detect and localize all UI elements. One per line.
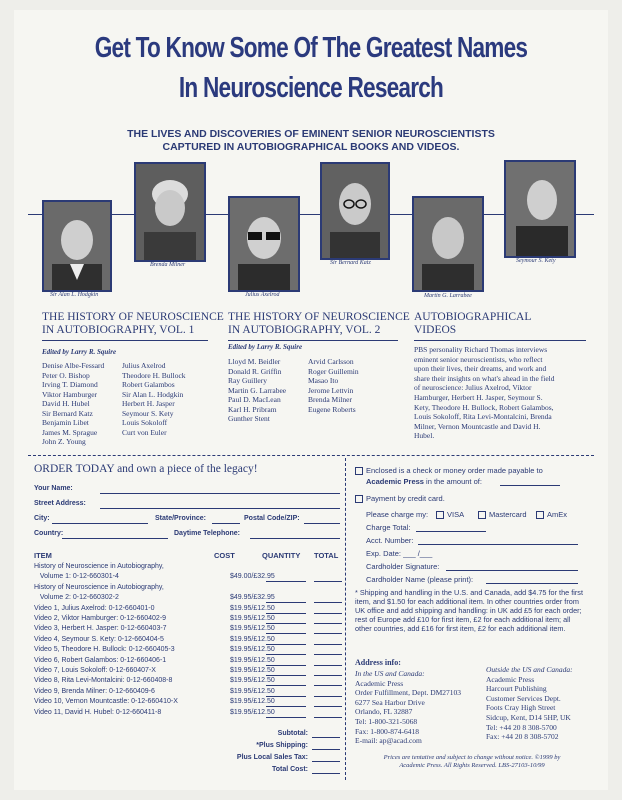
list-item: Order Fulfillment, Dept. DM27103 <box>355 688 462 698</box>
vol1-rule <box>42 340 208 341</box>
table-row <box>34 646 344 656</box>
amex-option[interactable]: AmEx <box>536 510 567 519</box>
list-item: Ray Guillery <box>228 376 267 385</box>
row-quantity-field[interactable] <box>266 675 306 676</box>
caption-milner: Brenda Milner <box>150 262 186 268</box>
list-item: David H. Hubel <box>42 399 90 408</box>
row-quantity-field[interactable] <box>266 706 306 707</box>
header-item: ITEM <box>34 551 52 560</box>
list-item: share their insights on what's ahead in the field <box>414 373 555 383</box>
row-price: $19.95/£12.50 <box>230 646 275 654</box>
row-price: $19.95/£12.50 <box>230 667 275 674</box>
list-item: Benjamin Libet <box>42 418 89 427</box>
row-total-field[interactable] <box>314 654 342 655</box>
list-item: Curt von Euler <box>122 427 167 437</box>
table-row <box>34 636 344 646</box>
list-item: Outside the US and Canada: <box>486 665 573 674</box>
list-item: Brenda Milner <box>308 395 352 404</box>
list-item: of neuroscience: Julius Axelrod, Viktor <box>414 383 532 393</box>
table-row <box>34 688 344 698</box>
address-heading: Address info: <box>355 658 401 667</box>
visa-checkbox[interactable] <box>436 511 444 519</box>
your-name-field[interactable] <box>100 493 340 494</box>
headline-line-2: In Neuroscience Research <box>178 72 444 104</box>
videos-rule <box>414 340 586 341</box>
charge-my-label: Please charge my: <box>366 510 429 519</box>
row-quantity-field[interactable] <box>266 717 306 718</box>
videos-description <box>414 345 589 441</box>
shipping-field[interactable] <box>312 749 340 750</box>
table-row <box>34 667 344 677</box>
row-quantity-field[interactable] <box>266 696 306 697</box>
list-item: Kety, Theodore H. Bullock, Robert Galambos, <box>414 402 554 412</box>
row-price: $19.95/£12.50 <box>230 656 275 664</box>
subtotal-field[interactable] <box>312 737 340 738</box>
row-price: $49.00/£32.95 <box>230 573 275 581</box>
list-item: Peter O. Bishop <box>42 370 90 380</box>
table-row <box>34 698 344 708</box>
check-amount-field[interactable] <box>500 485 560 486</box>
photo-axelrod <box>228 196 300 292</box>
row-price: $19.95/£12.50 <box>230 687 275 695</box>
row-total-field[interactable] <box>314 706 342 707</box>
row-quantity-field[interactable] <box>266 633 306 634</box>
state-field[interactable] <box>212 523 240 524</box>
subtotal-label: Subtotal: <box>277 730 308 737</box>
city-field[interactable] <box>52 523 148 524</box>
check-checkbox[interactable] <box>355 467 363 475</box>
portrait-kety <box>506 162 574 256</box>
footer-note: Prices are tentative and subject to change without notice. ©1999 by Academic Press. All Rights Reserved. LBS-27103-10/99 <box>383 754 561 769</box>
row-price: $19.95/£12.50 <box>230 625 275 633</box>
row-item: Video 5, Theodore H. Bullock: 0-12-660405-3 <box>34 646 175 654</box>
list-item: Irving T. Diamond <box>42 380 98 389</box>
portrait-larrabee <box>414 198 482 290</box>
city-label: City: <box>34 515 50 522</box>
list-item: Paul D. MacLean <box>228 395 281 404</box>
row-price: $19.95/£12.50 <box>230 635 275 643</box>
row-price: $19.95/£12.50 <box>230 698 275 706</box>
check-payee: Academic Press in the amount of: <box>366 477 482 486</box>
list-item: Arvid Carlsson <box>308 357 354 366</box>
list-item: Masao Ito <box>308 376 339 385</box>
vol2-authors-col1 <box>228 357 286 424</box>
order-heading: ORDER TODAY and own a piece of the legacy! <box>34 463 258 475</box>
subtitle-line-1: THE LIVES AND DISCOVERIES OF EMINENT SENIOR NEUROSCIENTISTS <box>127 128 495 140</box>
cut-line <box>28 455 594 456</box>
vol2-rule <box>228 340 398 341</box>
caption-hodgkin: Sir Alan L. Hodgkin <box>50 292 99 298</box>
mastercard-checkbox[interactable] <box>478 511 486 519</box>
row-quantity-field[interactable] <box>266 623 306 624</box>
mastercard-option[interactable]: Mastercard <box>478 510 527 519</box>
row-total-field[interactable] <box>314 685 342 686</box>
row-item: Video 3, Herbert H. Jasper: 0-12-660403-7 <box>34 625 167 633</box>
subtitle-line-2: CAPTURED IN AUTOBIOGRAPHICAL BOOKS AND VIDEOS. <box>162 141 460 153</box>
list-item: Viktor Hamburger <box>42 389 98 399</box>
list-item: Louis Sokoloff <box>122 418 168 427</box>
row-price: $49.95/£32.95 <box>230 594 275 602</box>
table-row <box>34 573 344 583</box>
list-item: Roger Guillemin <box>308 366 359 376</box>
photo-larrabee <box>412 196 484 292</box>
row-item: Video 4, Seymour S. Kety: 0-12-660404-5 <box>34 635 164 643</box>
row-quantity-field[interactable] <box>266 665 306 666</box>
vol1-editor: Edited by Larry R. Squire <box>42 348 117 356</box>
vol2-editor: Edited by Larry R. Squire <box>228 343 303 351</box>
row-total-field[interactable] <box>314 623 342 624</box>
photo-katz <box>320 162 390 260</box>
table-row <box>34 709 344 719</box>
caption-kety: Seymour S. Kety <box>516 258 556 264</box>
address-us <box>355 669 461 746</box>
photo-kety <box>504 160 576 258</box>
list-item: Eugene Roberts <box>308 404 356 414</box>
list-item: upon their lives, their dreams, and work and <box>414 364 547 374</box>
table-row <box>34 594 344 604</box>
column-divider <box>345 458 346 780</box>
table-row <box>34 615 344 625</box>
list-item: Orlando, FL 32887 <box>355 707 413 717</box>
postal-field[interactable] <box>304 523 340 524</box>
list-item: Academic Press <box>486 674 535 684</box>
list-item: Hamburger, Herbert H. Jasper, Seymour S. <box>414 392 543 402</box>
row-price: $19.95/£12.50 <box>230 708 275 716</box>
row-quantity-field[interactable] <box>266 613 306 614</box>
list-item: eminent senior neuroscientists, who reflect <box>414 354 543 364</box>
row-item: Video 8, Rita Levi-Montalcini: 0-12-660408-8 <box>34 677 173 685</box>
charge-total-field[interactable] <box>416 531 486 532</box>
row-item: History of Neuroscience in Autobiography, <box>34 563 164 570</box>
list-item: Theodore H. Bullock <box>122 370 186 380</box>
list-item: Louis Sokoloff, Rita Levi-Montalcini, Brenda <box>414 412 552 422</box>
vol2-authors-col2 <box>308 357 359 414</box>
list-item: Sidcup, Kent, D14 5HP, UK <box>486 712 571 722</box>
list-item: Herbert H. Jasper <box>122 399 175 408</box>
postal-label: Postal Code/ZIP: <box>244 515 300 522</box>
country-field[interactable] <box>62 538 168 539</box>
table-row <box>34 605 344 615</box>
address-uk <box>486 665 573 742</box>
table-row <box>34 677 344 687</box>
phone-field[interactable] <box>250 538 340 539</box>
state-label: State/Province: <box>155 515 206 522</box>
shipping-label: *Plus Shipping: <box>256 742 308 749</box>
list-item: John Z. Young <box>42 437 86 446</box>
header-cost: COST <box>214 551 235 560</box>
row-quantity-field[interactable] <box>266 644 306 645</box>
caption-katz: Sir Bernard Katz <box>330 260 371 266</box>
amex-checkbox[interactable] <box>536 511 544 519</box>
row-item: Video 11, David H. Hubel: 0-12-660411-8 <box>34 708 162 716</box>
list-item: Denise Albe-Fessard <box>42 361 105 370</box>
row-quantity-field[interactable] <box>266 685 306 686</box>
list-item: Martin G. Larrabee <box>228 385 287 395</box>
row-item: Volume 2: 0-12-660302-2 <box>34 594 119 602</box>
row-price: $19.95/£12.50 <box>230 604 275 612</box>
check-option[interactable]: Enclosed is a check or money order made payable to <box>355 466 543 475</box>
row-item: Video 7, Louis Sokoloff: 0-12-660407-X <box>34 667 156 674</box>
phone-label: Daytime Telephone: <box>174 530 240 537</box>
row-price: $19.95/£12.50 <box>230 615 275 622</box>
visa-option[interactable]: VISA <box>436 510 464 519</box>
row-total-field[interactable] <box>314 602 342 603</box>
header-quantity: QUANTITY <box>262 551 301 560</box>
list-item: Sir Bernard Katz <box>42 408 93 418</box>
list-item: Karl H. Pribram <box>228 404 277 414</box>
vol1-authors-col1 <box>42 361 104 447</box>
vol1-authors-col2 <box>122 361 186 437</box>
list-item: Tel: 1-800-321-5068 <box>355 716 418 726</box>
vol2-title: THE HISTORY OF NEUROSCIENCE IN AUTOBIOGRAPHY, VOL. 2 <box>228 311 410 336</box>
row-total-field[interactable] <box>314 696 342 697</box>
caption-axelrod: Julius Axelrod <box>245 292 280 298</box>
row-item: Video 10, Vernon Mountcastle: 0-12-660410-X <box>34 698 178 706</box>
list-item: Seymour S. Kety <box>122 408 174 418</box>
signature-label: Cardholder Signature: <box>366 562 440 571</box>
table-row <box>34 625 344 635</box>
street-field[interactable] <box>100 508 340 509</box>
list-item: Hubel. <box>414 431 435 441</box>
list-item: Julius Axelrod <box>122 361 166 370</box>
row-quantity-field[interactable] <box>266 581 306 582</box>
list-item: Donald R. Griffin <box>228 366 282 376</box>
acct-label: Acct. Number: <box>366 536 414 545</box>
street-label: Street Address: <box>34 500 86 507</box>
row-item: History of Neuroscience in Autobiography, <box>34 583 164 591</box>
row-item: Volume 1: 0-12-660301-4 <box>34 573 119 581</box>
row-total-field[interactable] <box>314 581 342 582</box>
row-total-field[interactable] <box>314 675 342 676</box>
charge-total-label: Charge Total: <box>366 523 411 532</box>
list-item: Sir Alan L. Hodgkin <box>122 389 184 399</box>
credit-checkbox[interactable] <box>355 495 363 503</box>
list-item: Robert Galambos <box>122 380 175 389</box>
row-total-field[interactable] <box>314 717 342 718</box>
row-quantity-field[interactable] <box>266 602 306 603</box>
portrait-axelrod <box>230 198 298 290</box>
table-row <box>34 563 344 573</box>
list-item: E-mail: ap@acad.com <box>355 736 422 746</box>
cardholder-name-label: Cardholder Name (please print): <box>366 575 474 584</box>
headline-line-1: Get To Know Some Of The Greatest Names <box>94 32 528 64</box>
photo-hodgkin <box>42 200 112 292</box>
list-item: 6277 Sea Harbor Drive <box>355 697 425 707</box>
country-label: Country: <box>34 530 64 537</box>
list-item: Milner, Vernon Mountcastle and David H. <box>414 421 541 431</box>
photo-milner <box>134 162 206 262</box>
list-item: Tel: +44 20 8 308-5700 <box>486 722 557 732</box>
your-name-label: Your Name: <box>34 485 73 492</box>
caption-larrabee: Martin G. Larrabee <box>424 293 472 299</box>
list-item: Jerome Lettvin <box>308 385 354 395</box>
list-item: Harcourt Publishing <box>486 684 547 694</box>
row-total-field[interactable] <box>314 633 342 634</box>
row-item: Video 1, Julius Axelrod: 0-12-660401-0 <box>34 604 155 612</box>
row-item: Video 9, Brenda Milner: 0-12-660409-6 <box>34 687 155 695</box>
total-cost-label: Total Cost: <box>271 766 308 773</box>
list-item: James M. Sprague <box>42 427 98 437</box>
list-item: Customer Services Dept. <box>486 693 561 703</box>
row-quantity-field[interactable] <box>266 654 306 655</box>
row-total-field[interactable] <box>314 644 342 645</box>
credit-option[interactable]: Payment by credit card. <box>355 494 445 503</box>
header-total: TOTAL <box>314 551 339 560</box>
portrait-katz <box>322 164 388 258</box>
row-total-field[interactable] <box>314 613 342 614</box>
table-row <box>34 657 344 667</box>
row-item: Video 2, Viktor Hamburger: 0-12-660402-9 <box>34 615 167 622</box>
videos-title: AUTOBIOGRAPHICAL VIDEOS <box>414 311 532 336</box>
list-item: Lloyd M. Beidler <box>228 357 281 366</box>
shipping-note: * Shipping and handling in the U.S. and Canada, add $4.75 for the first item, and $1.50 for each additional item. In other countries order from UK office and add shipping and handling: in UK add £5 for each order; rest of Europe add £10 for first item, £2 for each additional item; all other countries, add £16 for first item, £2 for each additional item. <box>355 588 583 633</box>
list-item: In the US and Canada: <box>355 669 425 678</box>
signature-field[interactable] <box>446 570 578 571</box>
cardholder-name-field[interactable] <box>486 583 578 584</box>
portrait-hodgkin <box>44 202 110 290</box>
list-item: Gunther Stent <box>228 414 270 423</box>
list-item: Fax: +44 20 8 308-5702 <box>486 732 559 742</box>
list-item: Fax: 1-800-874-6418 <box>355 726 419 736</box>
acct-field[interactable] <box>418 544 578 545</box>
list-item: PBS personality Richard Thomas interviews <box>414 345 548 354</box>
row-price: $19.95/£12.50 <box>230 677 275 685</box>
tax-field[interactable] <box>312 761 340 762</box>
tax-label: Plus Local Sales Tax: <box>236 754 308 761</box>
list-item: Foots Cray High Street <box>486 703 556 713</box>
portrait-milner <box>136 164 204 260</box>
vol1-title: THE HISTORY OF NEUROSCIENCE IN AUTOBIOGRAPHY, VOL. 1 <box>42 311 224 336</box>
row-total-field[interactable] <box>314 665 342 666</box>
row-item: Video 6, Robert Galambos: 0-12-660406-1 <box>34 656 167 664</box>
table-row <box>34 584 344 594</box>
list-item: Academic Press <box>355 678 404 688</box>
total-cost-field[interactable] <box>312 773 340 774</box>
exp-label[interactable]: Exp. Date: ___ /___ <box>366 549 433 558</box>
